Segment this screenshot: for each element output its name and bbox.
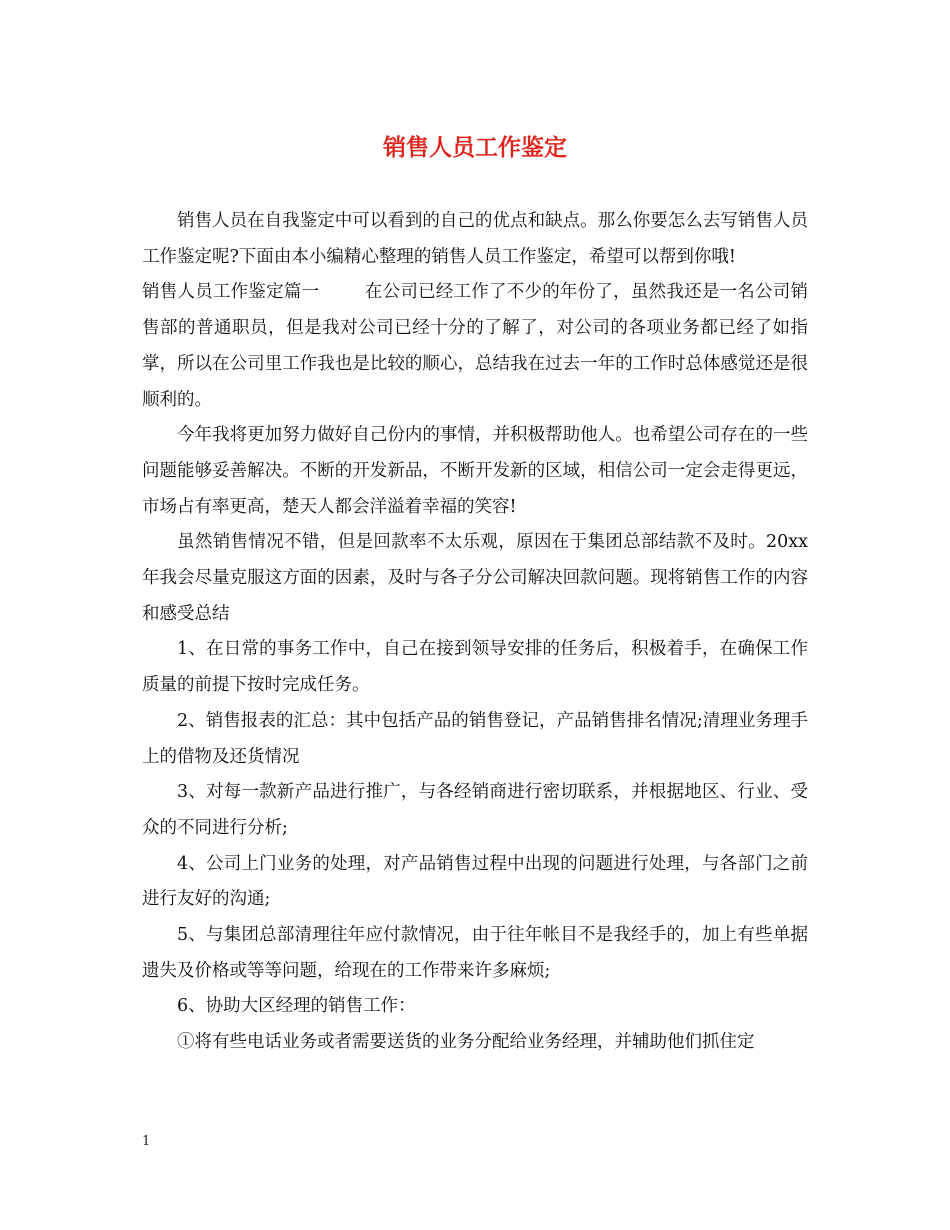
list-item-1: 1、在日常的事务工作中，自己在接到领导安排的任务后，积极着手，在确保工作质量的前提下按时完成任务。: [142, 639, 808, 696]
list-item-3: 3、对每一款新产品进行推广，与各经销商进行密切联系，并根据地区、行业、受众的不同进行分析;: [142, 782, 808, 838]
list-item-2: 2、销售报表的汇总：其中包括产品的销售登记，产品销售排名情况;清理业务理手上的借物及还货情况: [142, 710, 808, 767]
document-title: 销售人员工作鉴定: [383, 134, 567, 161]
sub-item-1: ①将有些电话业务或者需要送货的业务分配给业务经理，并辅助他们抓住定: [177, 1032, 755, 1053]
document-body: [142, 204, 808, 1061]
intro-paragraph: 销售人员在自我鉴定中可以看到的自己的优点和缺点。那么你要怎么去写销售人员工作鉴定呢?下面由本小编精心整理的销售人员工作鉴定，希望可以帮到你哦!: [142, 211, 808, 267]
paragraph-plans: 今年我将更加努力做好自己份内的事情，并积极帮助他人。也希望公司存在的一些问题能够妥善解决。不断的开发新品，不断开发新的区域，相信公司一定会走得更远，市场占有率更高，楚天人都会洋溢着幸福的笑容!: [142, 425, 808, 517]
section-heading: 销售人员工作鉴定篇一: [142, 282, 320, 303]
paragraph-sales-status: 虽然销售情况不错，但是回款率不太乐观，原因在于集团总部结款不及时。20xx年我会尽量克服这方面的因素，及时与各子分公司解决回款问题。现将销售工作的内容和感受总结: [142, 532, 808, 624]
page-number: 1: [142, 1134, 151, 1149]
list-item-5: 5、与集团总部清理往年应付款情况，由于往年帐目不是我经手的，加上有些单据遗失及价格或等等问题，给现在的工作带来许多麻烦;: [142, 925, 808, 981]
section-one-paragraph: [142, 275, 808, 418]
list-item-6: 6、协助大区经理的销售工作：: [177, 996, 416, 1017]
section-one-text: 在公司已经工作了不少的年份了，虽然我还是一名公司销售部的普通职员，但是我对公司已经十分的了解了，对公司的各项业务都已经了如指掌，所以在公司里工作我也是比较的顺心，总结我在过去一年的工作时总体感觉还是很顺利的。: [142, 282, 809, 410]
list-item-4: 4、公司上门业务的处理，对产品销售过程中出现的问题进行处理，与各部门之前进行友好的沟通;: [142, 853, 808, 910]
